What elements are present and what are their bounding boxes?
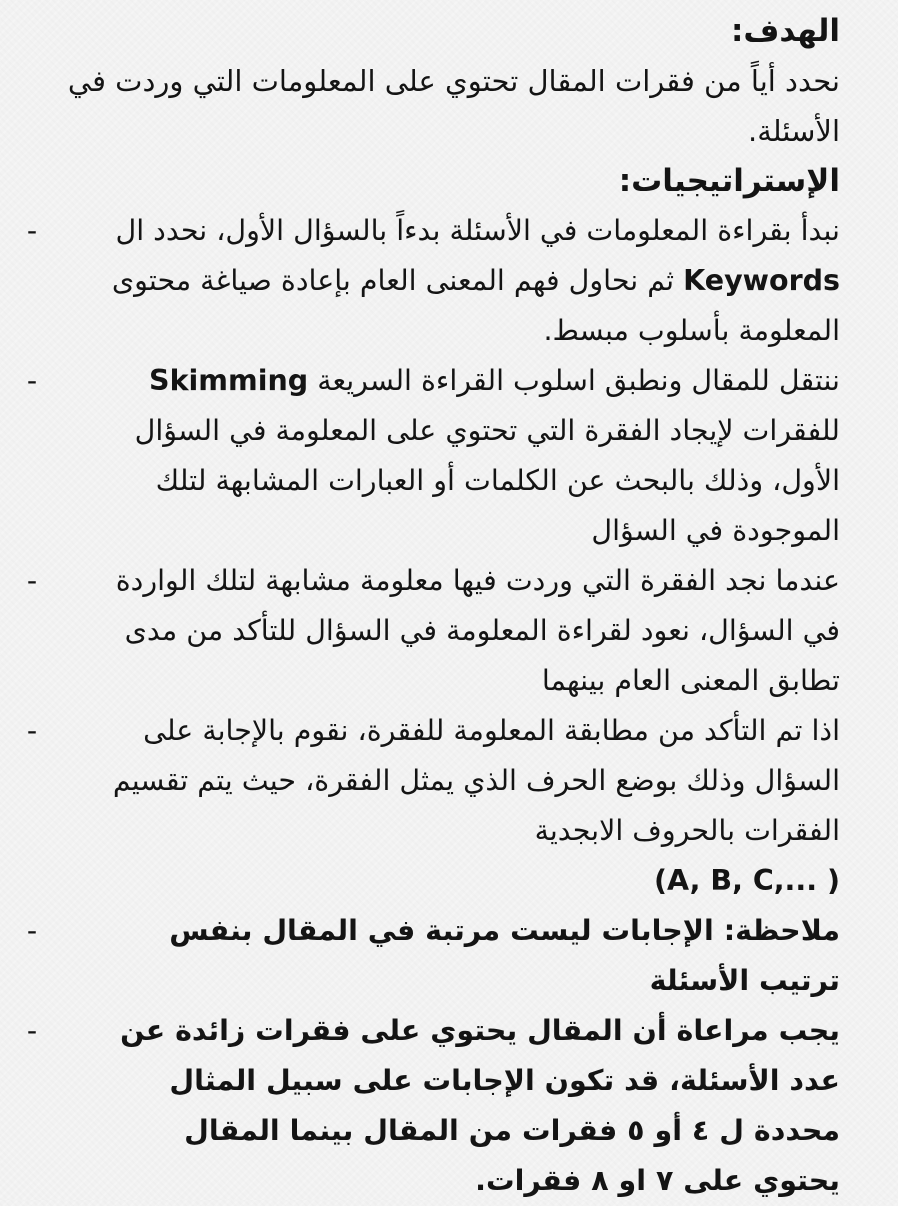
strategies-list [18, 206, 840, 1206]
strategy-item-4 [18, 706, 840, 906]
list-dash: - [26, 364, 38, 397]
strategy-item-5-note [18, 906, 840, 1006]
strategy-item-3 [18, 556, 840, 706]
strategy-1-text-end: ثم نحاول فهم المعنى العام بإعادة صياغة محتوى المعلومة بأسلوب مبسط. [111, 264, 840, 347]
list-dash: - [26, 714, 38, 747]
strategy-item-1 [18, 206, 840, 356]
strategy-item-2 [18, 356, 840, 556]
list-dash: - [26, 1014, 38, 1047]
strategies-heading: الإستراتيجيات: [618, 163, 840, 199]
strategy-4-letters: (A, B, C,... ) [653, 864, 840, 897]
strategy-5-text: ملاحظة: الإجابات ليست مرتبة في المقال بنفس ترتيب الأسئلة [169, 914, 840, 997]
strategy-item-6 [18, 1006, 840, 1206]
strategy-2-text-start: ننتقل للمقال ونطبق اسلوب القراءة السريعة [317, 364, 840, 397]
list-dash: - [26, 214, 38, 247]
strategy-1-keyword: Keywords [683, 264, 840, 297]
strategy-6-text: يجب مراعاة أن المقال يحتوي على فقرات زائدة عن عدد الأسئلة، قد تكون الإجابات على سبيل المثال محددة ل ٤ أو ٥ فقرات من المقال بينما المقال يحتوي على ٧ او ٨ فقرات. [120, 1014, 840, 1197]
goal-text: نحدد أياً من فقرات المقال تحتوي على المعلومات التي وردت في الأسئلة. [67, 64, 840, 148]
goal-heading: الهدف: [730, 13, 840, 49]
strategy-3-text: عندما نجد الفقرة التي وردت فيها معلومة مشابهة لتلك الواردة في السؤال، نعود لقراءة المعلومة في السؤال للتأكد من مدى تطابق المعنى العام بينهما [115, 564, 840, 697]
strategy-4-text: اذا تم التأكد من مطابقة المعلومة للفقرة، نقوم بالإجابة على السؤال وذلك بوضع الحرف الذي يمثل الفقرة، حيث يتم تقسيم الفقرات بالحروف الابجدية [112, 714, 840, 847]
list-dash: - [26, 564, 38, 597]
strategy-1-text-start: نبدأ بقراءة المعلومات في الأسئلة بدءاً بالسؤال الأول، نحدد ال [115, 214, 840, 247]
strategy-2-keyword: Skimming [149, 364, 309, 397]
list-dash: - [26, 914, 38, 947]
strategy-2-text-end: للفقرات لإيجاد الفقرة التي تحتوي على المعلومة في السؤال الأول، وذلك بالبحث عن الكلمات أو العبارات المشابهة لتلك الموجودة في السؤال [134, 414, 840, 547]
